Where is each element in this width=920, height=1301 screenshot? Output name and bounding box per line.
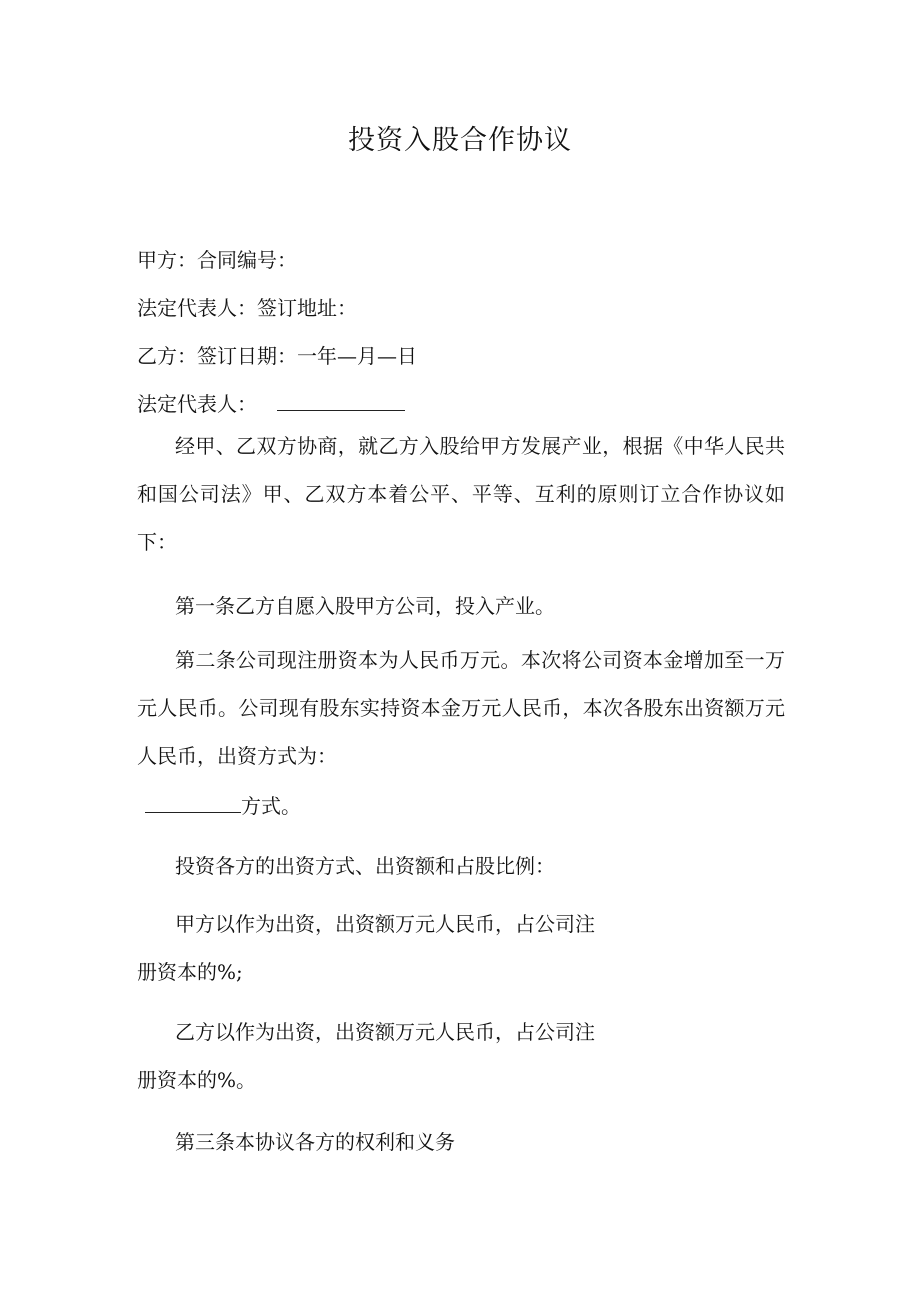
- document-title: 投资入股合作协议: [348, 125, 572, 156]
- party-a-contribution-line-2: 册资本的%;: [137, 960, 243, 984]
- contribution-heading: 投资各方的出资方式、出资额和占股比例：: [175, 854, 555, 878]
- signature-blank: [277, 409, 405, 411]
- article-2: 第二条公司现注册资本为人民币万元。本次将公司资本金增加至一万元人民币。公司现有股东实持资本金万元人民币，本次各股东出资额万元人民币，出资方式为：: [137, 648, 785, 768]
- article-3: 第三条本协议各方的权利和义务: [175, 1130, 455, 1154]
- legal-rep-line-2: [137, 388, 405, 417]
- method-line: [137, 790, 301, 819]
- party-a-line: 甲方：合同编号：: [137, 248, 297, 272]
- preamble-paragraph: 经甲、乙双方协商，就乙方入股给甲方发展产业，根据《中华人民共和国公司法》甲、乙双方本着公平、平等、互利的原则订立合作协议如下：: [137, 434, 785, 554]
- party-b-line: 乙方：签订日期：一年—月—日: [137, 344, 417, 368]
- method-blank: [145, 811, 241, 813]
- party-b-contribution-line-2: 册资本的%。: [137, 1068, 257, 1092]
- legal-rep-line-1: 法定代表人：签订地址：: [137, 296, 357, 320]
- article-1: 第一条乙方自愿入股甲方公司，投入产业。: [175, 594, 555, 618]
- method-suffix: 方式。: [241, 794, 301, 818]
- party-a-contribution-line-1: 甲方以作为出资，出资额万元人民币，占公司注: [175, 912, 595, 936]
- party-b-contribution-line-1: 乙方以作为出资，出资额万元人民币，占公司注: [175, 1020, 595, 1044]
- legal-rep-label: 法定代表人：: [137, 392, 257, 416]
